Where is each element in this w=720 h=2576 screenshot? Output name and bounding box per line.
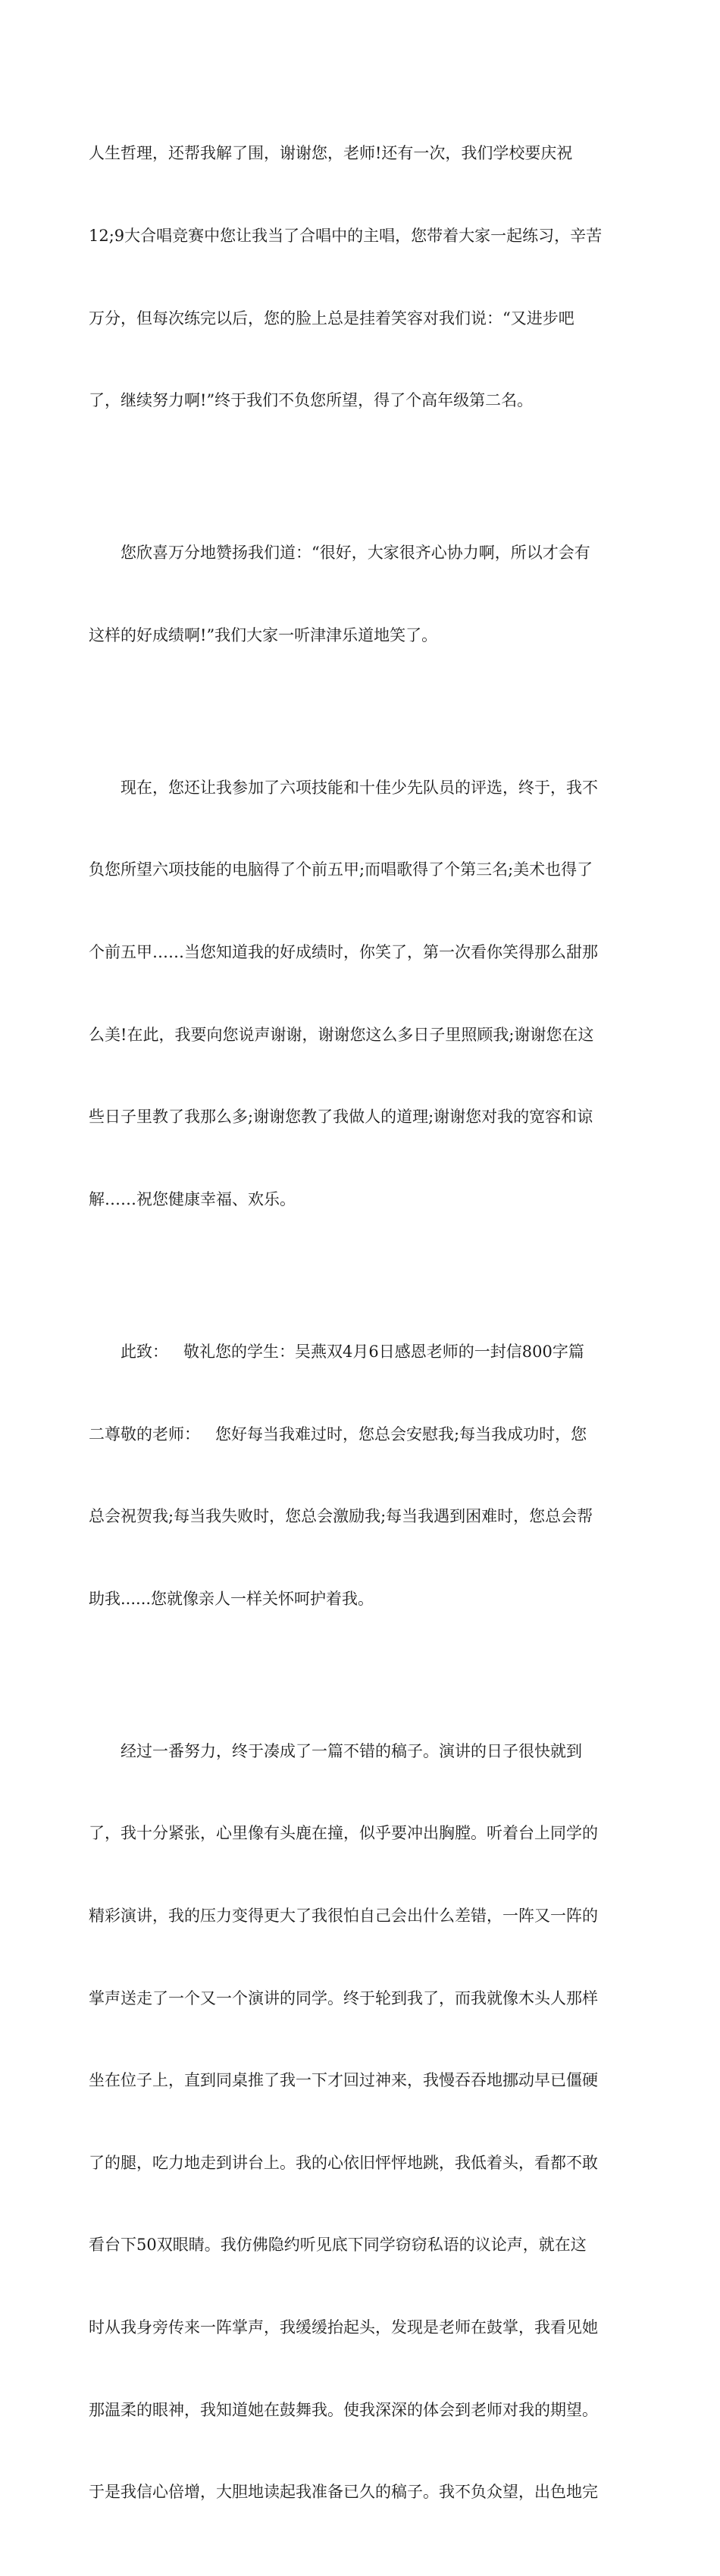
text-line: 么美!在此，我要向您说声谢谢，谢谢您这么多日子里照顾我;谢谢您在这 (89, 1025, 594, 1044)
text-line: 负您所望六项技能的电脑得了个前五甲;而唱歌得了个第三名;美术也得了 (89, 860, 593, 879)
text-line: 那温柔的眼神，我知道她在鼓舞我。使我深深的体会到老师对我的期望。 (89, 2400, 598, 2419)
text-line: 助我......您就像亲人一样关怀呵护着我。 (89, 1589, 374, 1608)
text-line: 时从我身旁传来一阵掌声，我缓缓抬起头，发现是老师在鼓掌，我看见她 (89, 2318, 598, 2337)
text-line: 万分，但每次练完以后，您的脸上总是挂着笑容对我们说：“又进步吧 (89, 309, 574, 327)
text-line: 您欣喜万分地赞扬我们道：“很好，大家很齐心协力啊，所以才会有 (121, 544, 590, 563)
text-line: 12;9大合唱竞赛中您让我当了合唱中的主唱，您带着大家一起练习，辛苦 (89, 227, 603, 246)
text-line: 解……祝您健康幸福、欢乐。 (89, 1189, 296, 1208)
text-line: 总会祝贺我;每当我失败时，您总会激励我;每当我遇到困难时，您总会帮 (89, 1507, 593, 1526)
text-line: 这样的好成绩啊!”我们大家一听津津乐道地笑了。 (89, 625, 438, 644)
text-line: 经过一番努力，终于凑成了一篇不错的稿子。演讲的日子很快就到 (121, 1741, 582, 1760)
paragraph-3 (89, 719, 633, 1268)
text-line: 了，我十分紧张，心里像有头鹿在撞，似乎要冲出胸膛。听着台上同学的 (89, 1824, 598, 1843)
document-body (89, 85, 633, 2576)
text-line: 些日子里教了我那么多;谢谢您教了我做人的道理;谢谢您对我的宽容和谅 (89, 1108, 593, 1127)
text-line: 此致： 敬礼您的学生：吴燕双4月6日感恩老师的一封信800字篇 (121, 1342, 584, 1361)
paragraph-1 (89, 85, 633, 469)
text-line: 个前五甲……当您知道我的好成绩时，你笑了，第一次看你笑得那么甜那 (89, 943, 598, 962)
text-line: 人生哲理，还帮我解了围，谢谢您，老师!还有一次，我们学校要庆祝 (89, 144, 573, 163)
text-line: 二尊敬的老师： 您好每当我难过时，您总会安慰我;每当我成功时，您 (89, 1424, 587, 1443)
text-line: 坐在位子上，直到同桌推了我一下才回过神来，我慢吞吞地挪动早已僵硬 (89, 2071, 598, 2090)
text-line: 掌声送走了一个又一个演讲的同学。终于轮到我了，而我就像木头人那样 (89, 1988, 598, 2007)
text-line: 了，继续努力啊!”终于我们不负您所望，得了个高年级第二名。 (89, 391, 534, 410)
paragraph-5 (89, 1682, 633, 2561)
text-line: 现在，您还让我参加了六项技能和十佳少先队员的评选，终于，我不 (121, 778, 598, 797)
text-line: 了的腿，吃力地走到讲台上。我的心依旧怦怦地跳，我低着头，看都不敢 (89, 2153, 598, 2172)
text-line: 看台下50双眼睛。我仿佛隐约听见底下同学窃窃私语的议论声，就在这 (89, 2236, 587, 2255)
text-line: 精彩演讲，我的压力变得更大了我很怕自己会出什么差错，一阵又一阵的 (89, 1907, 598, 1925)
text-line: 于是我信心倍增，大胆地读起我准备已久的稿子。我不负众望，出色地完 (89, 2483, 598, 2502)
paragraph-2 (89, 484, 633, 704)
paragraph-4 (89, 1283, 633, 1668)
